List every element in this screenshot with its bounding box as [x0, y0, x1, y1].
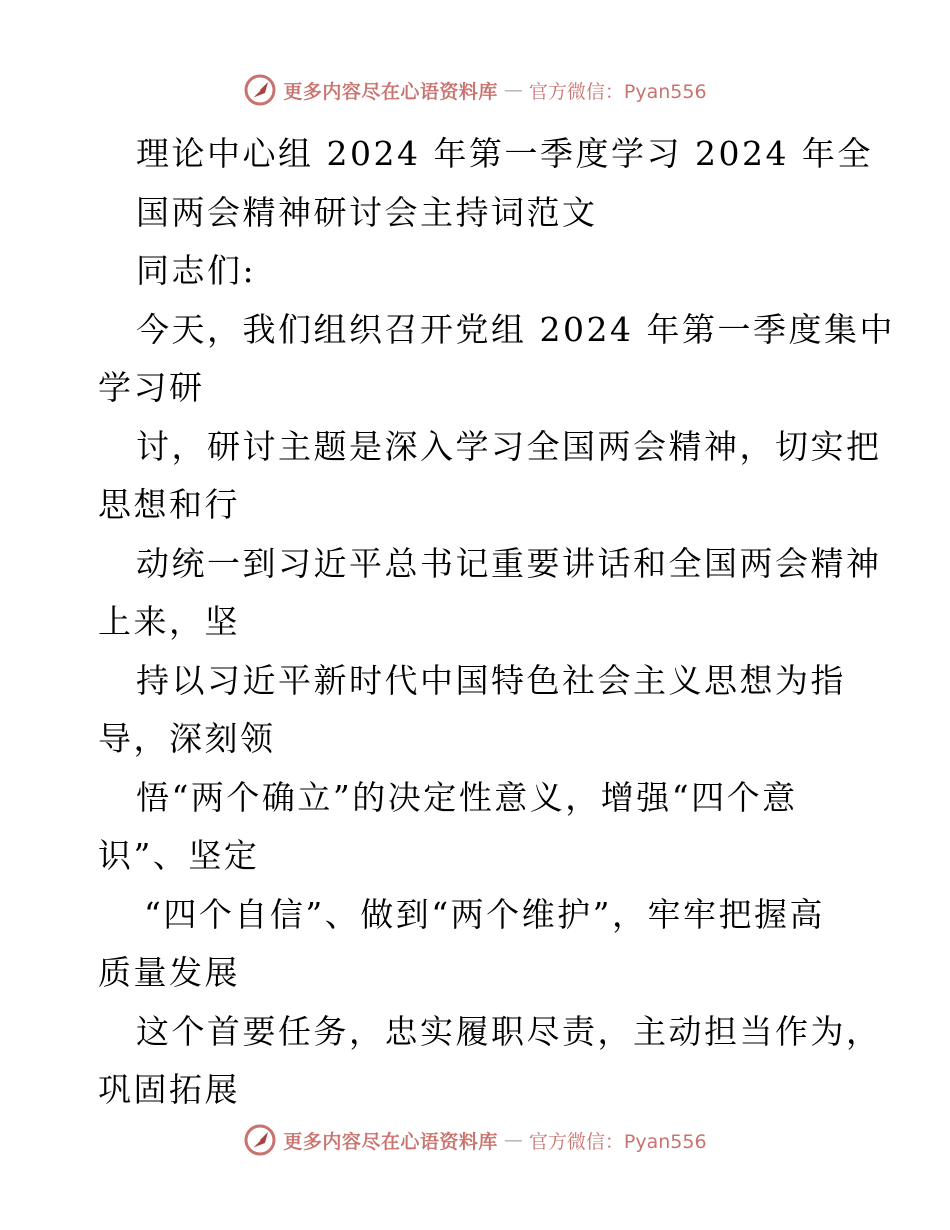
salutation: 同志们:: [136, 251, 257, 290]
header-watermark: [0, 70, 950, 110]
paragraph-line: 思想和行: [98, 485, 240, 524]
paragraph-line: 上来，坚: [98, 602, 240, 641]
watermark-contact-text: 官方微信：Pyan556: [528, 80, 707, 103]
footer-watermark: [0, 1120, 950, 1160]
paragraph-line: 动统一到习近平总书记重要讲话和全国两会精神: [136, 543, 882, 583]
watermark-separator: —: [503, 79, 523, 101]
paragraph-line: 导，深刻领: [98, 719, 276, 758]
paragraph-line: 今天，我们组织召开党组 2024 年第一季度集中: [136, 309, 895, 349]
paragraph-line: 持以习近平新时代中国特色社会主义思想为指: [136, 660, 846, 700]
watermark-contact-text: 官方微信：Pyan556: [528, 1130, 707, 1153]
document-body: [98, 125, 895, 1120]
document-title-line-1: 理论中心组 2024 年第一季度学习 2024 年全: [136, 134, 873, 173]
watermark-brand-text: 更多内容尽在心语资料库: [283, 1130, 498, 1153]
paragraph-line: 质量发展: [98, 953, 240, 992]
watermark-separator: —: [503, 1129, 523, 1151]
paragraph-line: 巩固拓展: [98, 1070, 240, 1109]
feather-pen-logo-icon: [243, 1123, 277, 1157]
paragraph-line: 悟“两个确立”的决定性意义，增强“四个意: [136, 777, 798, 817]
paragraph-line: “四个自信”、做到“两个维护”，牢牢把握高: [144, 894, 825, 934]
paragraph-line: 识”、坚定: [98, 836, 260, 875]
document-title-line-2: 国两会精神研讨会主持词范文: [136, 192, 598, 232]
paragraph-line: 这个首要任务，忠实履职尽责，主动担当作为，: [136, 1011, 882, 1051]
watermark-brand-text: 更多内容尽在心语资料库: [283, 80, 498, 103]
paragraph-line: 学习研: [98, 368, 205, 407]
paragraph-line: 讨，研讨主题是深入学习全国两会精神，切实把: [136, 426, 882, 466]
feather-pen-logo-icon: [243, 73, 277, 107]
